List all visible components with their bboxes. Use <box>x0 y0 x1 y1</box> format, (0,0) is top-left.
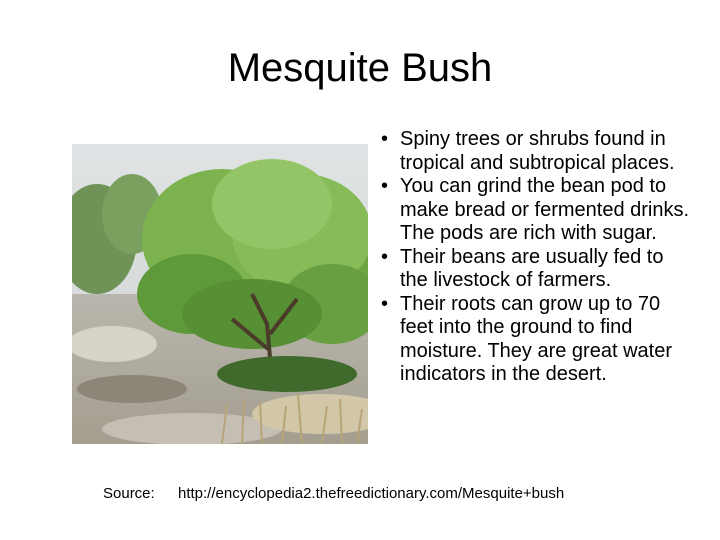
source-link[interactable]: http://encyclopedia2.thefreedictionary.com/Mesquite+bush <box>178 485 565 502</box>
bullet-text: Spiny trees or shrubs found in tropical and subtropical places. <box>400 128 675 174</box>
list-item <box>372 293 692 387</box>
slide-title: Mesquite Bush <box>227 46 493 90</box>
bullet-text: Their roots can grow up to 70 feet into the ground to find moisture. They are great water indicators in the desert. <box>400 292 672 385</box>
bullet-dot: • <box>381 245 389 268</box>
bullet-dot: • <box>381 128 389 150</box>
bullet-dot: • <box>381 292 389 315</box>
source-label: Source: <box>103 485 155 502</box>
bullet-text: Their beans are usually fed to the livestock of farmers. <box>400 245 664 291</box>
bullet-list <box>372 128 692 387</box>
bullet-text: You can grind the bean pod to make bread or fermented drinks. The pods are rich with sugar. <box>400 175 690 244</box>
list-item <box>372 175 692 246</box>
mesquite-bush-photo <box>72 144 368 444</box>
bullet-dot: • <box>381 175 389 197</box>
list-item <box>372 128 692 175</box>
list-item <box>372 246 692 293</box>
